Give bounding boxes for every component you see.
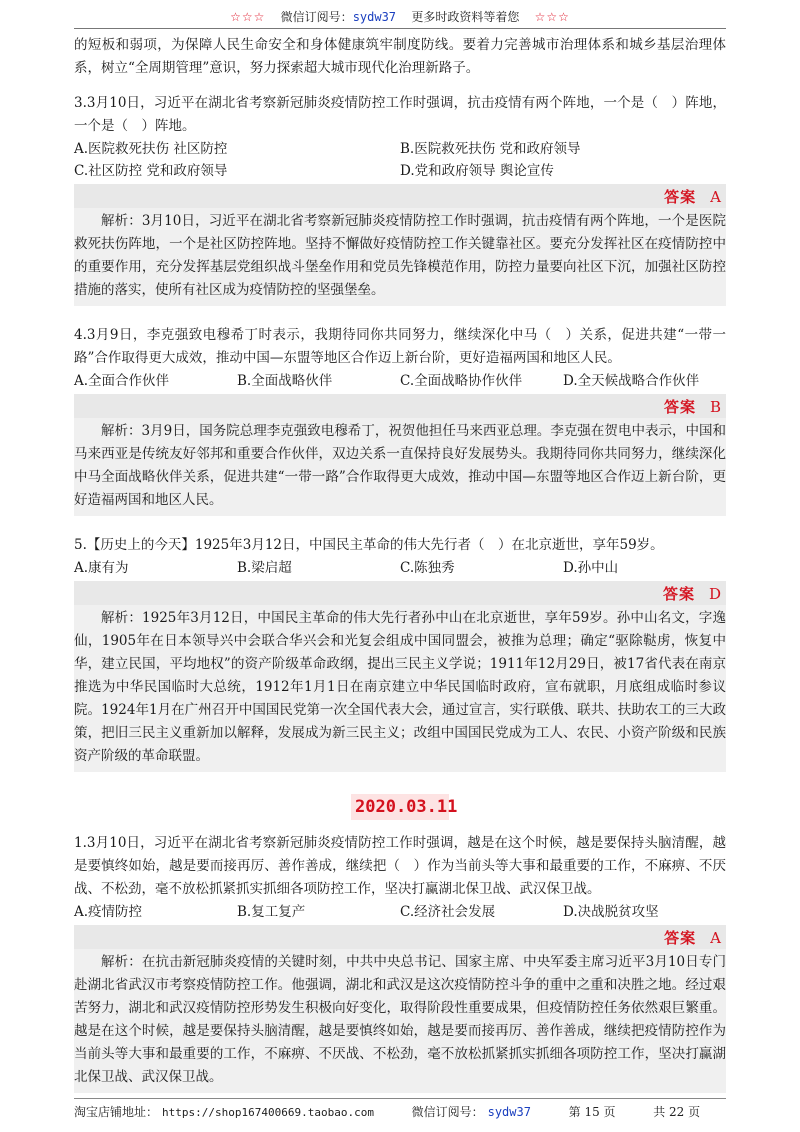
footer-wx-id: sydw37 [487,1105,531,1119]
footer-page-total: 共 22 页 [653,1105,701,1119]
answer-bar [74,925,726,949]
option-b: B.复工复产 [237,904,306,920]
question-stem: 3.3月10日，习近平在湖北省考察新冠肺炎疫情防控工作时强调，抗击疫情有两个阵地，一个是（ ）阵地，一个是（ ）阵地。 [74,95,726,134]
options-row [74,901,726,923]
header-text: 更多时政资料等着您 [411,10,520,24]
option-d: D.决战脱贫攻坚 [563,904,659,920]
answer [664,396,722,417]
answer-label: 答案 [662,585,695,603]
page-footer [74,1103,726,1120]
analysis-text: 解析：3月10日，习近平在湖北省考察新冠肺炎疫情防控工作时强调，抗击疫情有两个阵地，一个是医院救死扶伤阵地，一个是社区防控阵地。坚持不懈做好疫情防控工作关键靠社区。要充分发挥社区在疫情防控中的重要作用，充分发挥基层党组织战斗堡垒作用和党员先锋模范作用，防控力量要向社区下沉，加强社区防控措施的落实，使所有社区成为疫情防控的坚强堡垒。 [74,213,726,298]
answer-letter: A [710,188,722,206]
option-b: B.医院救死扶伤 党和政府领导 [400,141,581,157]
options-row [74,557,726,579]
option-b: B.梁启超 [237,560,292,576]
page-header [0,8,800,25]
answer [664,186,722,207]
option-a: A.全面合作伙伴 [74,373,170,389]
option-d: D.孙中山 [563,560,619,576]
answer-bar [74,581,726,605]
options-row [74,370,726,392]
options-row [74,138,726,160]
answer [663,583,722,604]
answer-letter: D [708,585,722,603]
option-a: A.疫情防控 [74,904,143,920]
option-d: D.党和政府领导 舆论宣传 [400,163,554,179]
question-stem: 4.3月9日，李克强致电穆希丁时表示，我期待同你共同努力，继续深化中马（ ）关系，促进共建“一带一路”合作取得更大成效，推动中国—东盟等地区合作迈上新台阶，更好造福两国和地区人民。 [74,327,726,366]
analysis-block [74,418,726,516]
question-3 [74,92,726,306]
answer-label: 答案 [664,929,697,947]
answer-letter: A [710,929,722,947]
question-4 [74,324,726,516]
answer-label: 答案 [663,398,696,416]
option-d: D.全天候战略合作伙伴 [563,373,700,389]
question-stem: 5.【历史上的今天】1925年3月12日，中国民主革命的伟大先行者（ ）在北京逝世，享年59岁。 [74,537,664,553]
analysis-text: 解析：3月9日，国务院总理李克强致电穆希丁，祝贺他担任马来西亚总理。李克强在贺电中表示，中国和马来西亚是传统友好邻邦和重要合作伙伴，双边关系一直保持良好发展势头。我期待同你共同努力，继续深化中马全面战略伙伴关系，促进共建“一带一路”合作取得更大成效，推动中国—东盟等地区合作迈上新台阶，更好造福两国和地区人民。 [74,423,726,508]
analysis-text: 解析：在抗击新冠肺炎疫情的关键时刻，中共中央总书记、国家主席、中央军委主席习近平3月10日专门赴湖北省武汉市考察疫情防控工作。他强调，湖北和武汉是这次疫情防控斗争的重中之重和决胜之地。经过艰苦努力，湖北和武汉疫情防控形势发生积极向好变化，取得阶段性重要成果，但疫情防控任务依然艰巨繁重。越是在这个时候，越是要保持头脑清醒，越是要慎终如始，越是要而接再厉、善作善成，继续把疫情防控作为当前头等大事和最重要的工作，不麻痹、不厌战、不松劲，毫不放松抓紧抓实抓细各项防控工作，坚决打赢湖北保卫战、武汉保卫战。 [74,954,726,1085]
analysis-text: 解析：1925年3月12日，中国民主革命的伟大先行者孙中山在北京逝世，享年59岁。孙中山名文，字逸仙，1905年在日本领导兴中会联合华兴会和光复会组成中国同盟会，被推为总理；确定“驱除鞑虏，恢复中华，建立民国，平均地权”的资产阶级革命政纲，提出三民主义学说；1911年12月29日，被17省代表在南京推选为中华民国临时大总统，1912年1月1日在南京建立中华民国临时政府，宣布就职，月底组成临时参议院。1924年1月在广州召开中国国民党第一次全国代表大会，通过宣言，实行联俄、联共、扶助农工的三大政策，把旧三民主义重新加以解释，发展成为新三民主义；改组中国国民党成为工人、农民、小资产阶级和民族资产阶级的革命联盟。 [74,610,726,764]
page-content [74,34,726,1093]
option-c: C.社区防控 党和政府领导 [74,163,228,179]
option-c: C.经济社会发展 [400,904,496,920]
footer-divider [74,1098,726,1099]
option-c: C.陈独秀 [400,560,455,576]
question-stem: 1.3月10日，习近平在湖北省考察新冠肺炎疫情防控工作时强调，越是在这个时候，越是要保持头脑清醒，越是要慎终如始，越是要而接再厉、善作善成，继续把（ ）作为当前头等大事和最重要的工作，不麻痹、不厌战、不松劲，毫不放松抓紧抓实抓细各项防控工作，坚决打赢湖北保卫战、武汉保卫战。 [74,835,726,897]
footer-wx-label: 微信订阅号： [411,1105,484,1119]
header-stars-right: ☆☆☆ [534,10,570,24]
option-a: A.康有为 [74,560,129,576]
question-1 [74,832,726,1093]
header-divider [74,28,726,29]
answer-bar [74,394,726,418]
answer-bar [74,184,726,208]
header-stars-left: ☆☆☆ [230,10,266,24]
question-5 [74,534,726,772]
footer-shop-label: 淘宝店铺地址： [74,1105,159,1119]
header-label: 微信订阅号： [280,10,353,24]
date-heading: 2020.03.11 [351,794,449,820]
intro-paragraph: 的短板和弱项，为保障人民生命安全和身体健康筑牢制度防线。要着力完善城市治理体系和城乡基层治理体系，树立“全周期管理”意识，努力探索超大城市现代化治理新路子。 [74,37,726,76]
answer [664,927,722,948]
option-a: A.医院救死扶伤 社区防控 [74,141,228,157]
options-row [74,160,726,182]
option-b: B.全面战略伙伴 [237,373,333,389]
analysis-block [74,949,726,1093]
header-account-id: sydw37 [352,10,397,24]
footer-page-number: 第 15 页 [568,1105,616,1119]
option-c: C.全面战略协作伙伴 [400,373,523,389]
analysis-block [74,605,726,772]
answer-letter: B [709,398,722,416]
analysis-block [74,208,726,306]
footer-shop-link[interactable]: https://shop167400669.taobao.com [162,1106,374,1119]
answer-label: 答案 [664,188,697,206]
